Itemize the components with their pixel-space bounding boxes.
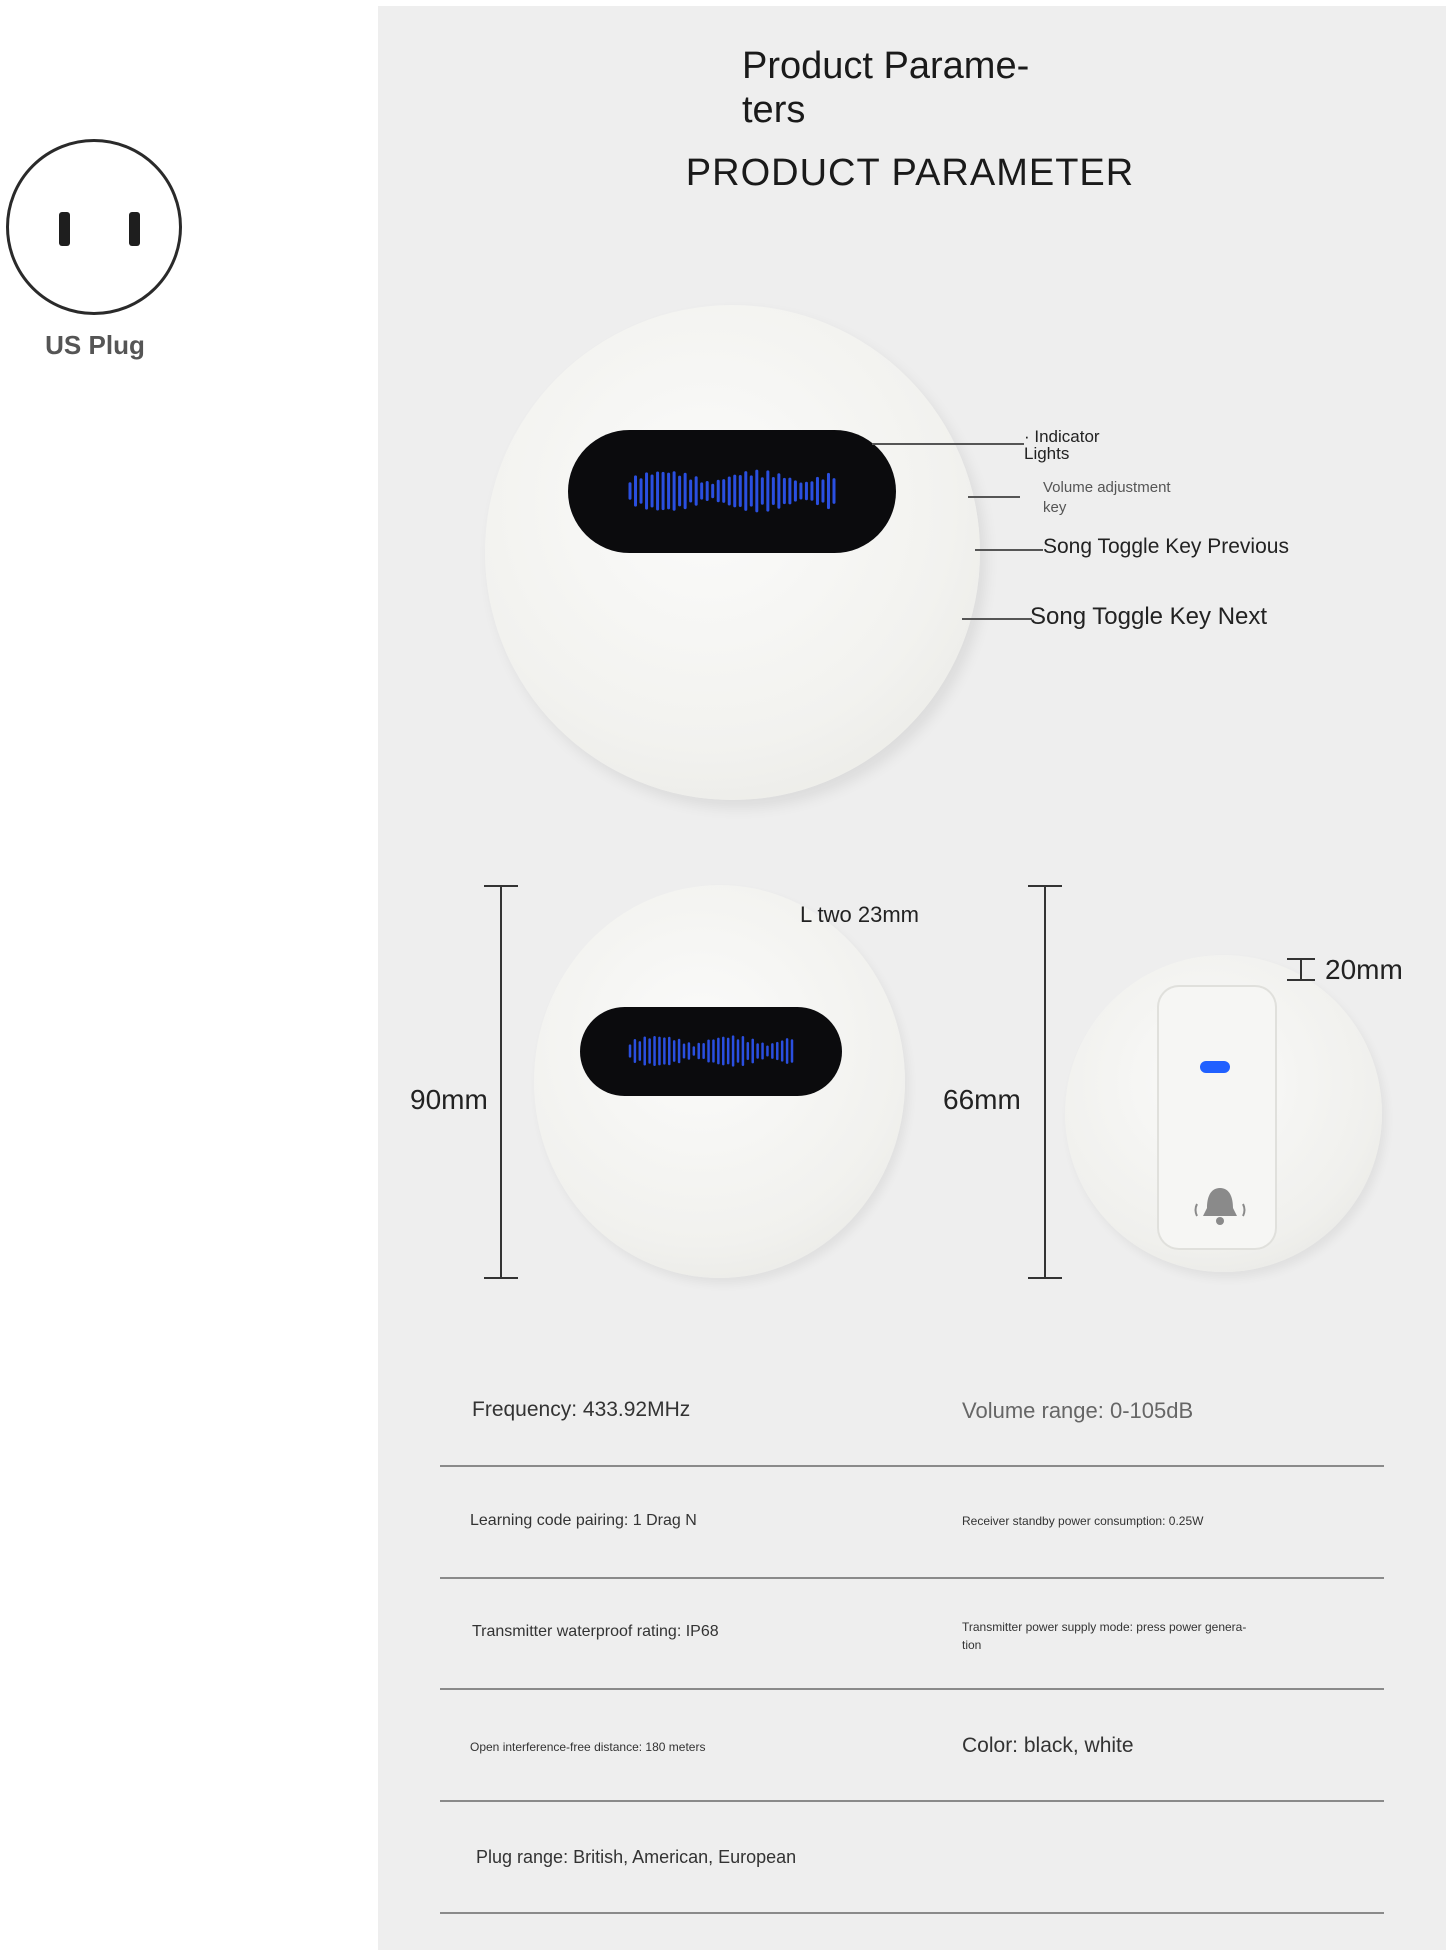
volume-key-label xyxy=(1043,478,1171,518)
receiver-height-line xyxy=(500,885,502,1278)
indicator-label-line-2: Lights xyxy=(1024,444,1070,463)
spec-frequency: Frequency: 433.92MHz xyxy=(472,1398,691,1421)
next-callout-line xyxy=(962,618,1032,620)
page-title xyxy=(742,44,1122,132)
spec-volume-range: Volume range: 0-105dB xyxy=(962,1398,1194,1423)
table-divider xyxy=(440,1912,1384,1914)
receiver-display-small xyxy=(580,1007,842,1096)
transmitter-led-icon xyxy=(1200,1061,1230,1073)
volume-label-line-1: Volume adjustment xyxy=(1043,479,1171,496)
spec-color: Color: black, white xyxy=(962,1734,1134,1757)
plug-label: US Plug xyxy=(45,330,145,360)
table-divider xyxy=(440,1577,1384,1579)
bell-icon xyxy=(1190,1180,1250,1230)
spec-waterproof: Transmitter waterproof rating: IP68 xyxy=(472,1623,719,1640)
transmitter-thickness-cap-top xyxy=(1287,958,1315,960)
indicator-lights-label xyxy=(1024,428,1100,462)
transmitter-thickness-label: 20mm xyxy=(1325,954,1403,985)
receiver-height-cap-bottom xyxy=(484,1277,518,1279)
title-line-2: ters xyxy=(742,89,806,131)
volume-callout-line xyxy=(968,496,1020,498)
spec-power-supply-line-2: tion xyxy=(962,1638,982,1652)
transmitter-height-cap-top xyxy=(1028,885,1062,887)
song-next-label: Song Toggle Key Next xyxy=(1030,603,1268,630)
transmitter-thickness-line xyxy=(1300,958,1302,980)
table-divider xyxy=(440,1800,1384,1802)
receiver-thickness-label: L two 23mm xyxy=(800,902,920,927)
transmitter-height-line xyxy=(1044,885,1046,1278)
spec-standby-power: Receiver standby power consumption: 0.25W xyxy=(962,1514,1204,1528)
receiver-height-cap-top xyxy=(484,885,518,887)
us-plug-outlet-icon xyxy=(6,139,182,315)
indicator-label-line-1: · Indicator xyxy=(1024,427,1100,446)
title-line-1: Product Parame- xyxy=(742,45,1030,87)
plug-prong-left xyxy=(59,212,70,246)
table-divider xyxy=(440,1465,1384,1467)
page-subtitle: PRODUCT PARAMETER xyxy=(685,152,1135,194)
spec-power-supply xyxy=(962,1618,1246,1654)
spec-plug-range: Plug range: British, American, European xyxy=(476,1847,797,1867)
previous-callout-line xyxy=(975,549,1043,551)
indicator-callout-line xyxy=(872,443,1024,445)
spec-learning-code: Learning code pairing: 1 Drag N xyxy=(470,1512,697,1529)
transmitter-diameter-label: 66mm xyxy=(943,1084,1021,1115)
volume-label-line-2: key xyxy=(1043,499,1067,516)
plug-prong-right xyxy=(129,212,140,246)
receiver-display xyxy=(568,430,896,553)
song-previous-label: Song Toggle Key Previous xyxy=(1043,535,1289,558)
spec-power-supply-line-1: Transmitter power supply mode: press power genera- xyxy=(962,1620,1247,1634)
sound-wave-icon xyxy=(568,430,896,553)
sound-wave-icon-small xyxy=(580,1007,842,1096)
spec-distance: Open interference-free distance: 180 meters xyxy=(470,1740,706,1754)
transmitter-thickness-cap-bottom xyxy=(1287,979,1315,981)
transmitter-height-cap-bottom xyxy=(1028,1277,1062,1279)
receiver-diameter-label: 90mm xyxy=(410,1084,488,1115)
table-divider xyxy=(440,1688,1384,1690)
